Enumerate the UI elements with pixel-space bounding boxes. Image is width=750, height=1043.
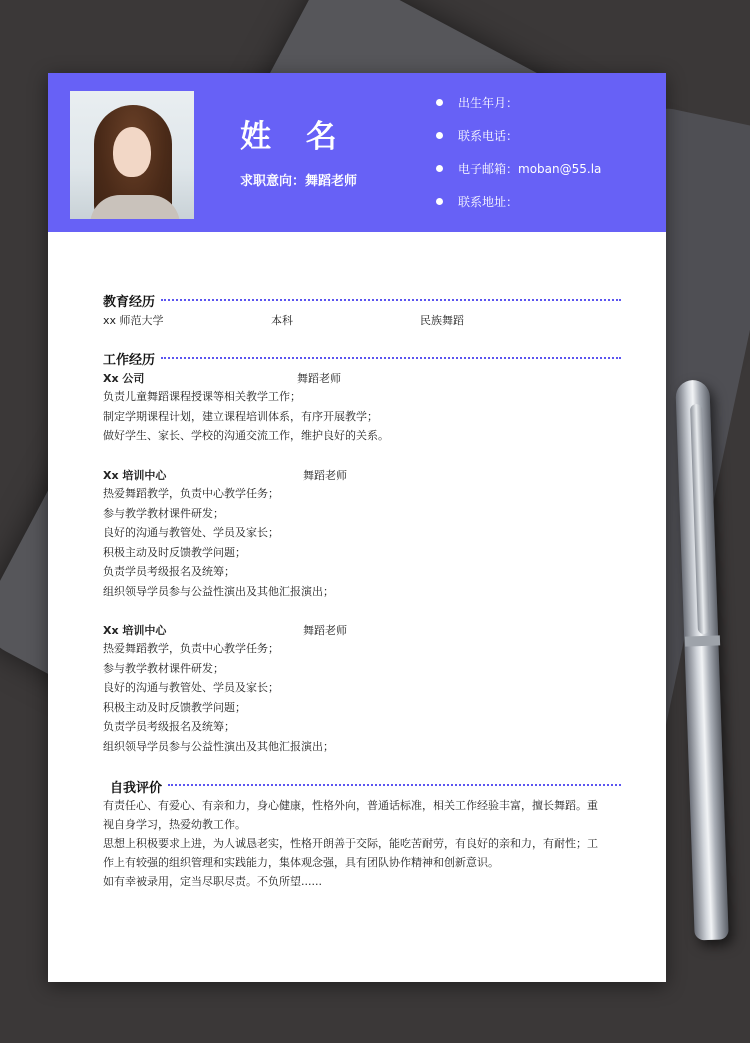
duty-item: 组织领导学员参与公益性演出及其他汇报演出； (103, 739, 334, 753)
job-company: Xx 培训中心 (103, 624, 167, 637)
contact-label: 联系电话： (458, 129, 519, 143)
self-line: 有责任心、有爱心、有亲和力，身心健康，性格外向，普通话标准，相关工作经验丰富，擅长舞蹈。重 (103, 799, 598, 812)
resume-page (48, 73, 666, 982)
pen-band (685, 635, 720, 646)
contact-email (436, 161, 601, 194)
photo-face (113, 127, 151, 177)
job-duties (103, 387, 389, 446)
section-divider (168, 784, 621, 786)
education-degree: 本科 (271, 314, 293, 327)
section-title-education: 教育经历 (103, 295, 156, 310)
duty-item: 参与教学教材课件研发； (103, 661, 224, 675)
duty-item: 热爱舞蹈教学，负责中心教学任务； (103, 642, 279, 655)
self-line: 如有幸被录用，定当尽职尽责。不负所望...... (103, 875, 322, 888)
duty-item: 负责儿童舞蹈课程授课等相关教学工作； (103, 390, 301, 403)
job-company: Xx 培训中心 (103, 469, 167, 482)
contact-list (436, 95, 601, 227)
job-role: 舞蹈老师 (303, 624, 347, 637)
resume-header (48, 73, 666, 232)
duty-item: 参与教学教材课件研发； (103, 506, 224, 520)
duty-item: 负责学员考级报名及统筹； (103, 720, 235, 733)
duty-item: 积极主动及时反馈教学问题； (103, 545, 246, 559)
job-company: Xx 公司 (103, 372, 145, 385)
self-evaluation (103, 796, 623, 891)
duty-item: 热爱舞蹈教学，负责中心教学任务； (103, 487, 279, 500)
self-line: 思想上积极要求上进，为人诚恳老实，性格开朗善于交际，能吃苦耐劳，有良好的亲和力，有耐性；工 (103, 837, 598, 850)
duty-item: 良好的沟通与教管处、学员及家长； (103, 681, 279, 694)
job-duties (103, 484, 334, 601)
self-line: 作上有较强的组织管理和实践能力，集体观念强，具有团队协作精神和创新意识。 (103, 856, 499, 869)
contact-birth (436, 95, 601, 128)
education-school: xx 师范大学 (103, 314, 164, 327)
contact-label: 出生年月： (458, 96, 519, 110)
duty-item: 积极主动及时反馈教学问题； (103, 700, 246, 714)
duty-item: 组织领导学员参与公益性演出及其他汇报演出； (103, 584, 334, 598)
job-intent: 求职意向：舞蹈老师 (240, 174, 358, 189)
bullet-icon (436, 165, 443, 172)
bullet-icon (436, 198, 443, 205)
education-major: 民族舞蹈 (420, 314, 464, 327)
duty-item: 良好的沟通与教管处、学员及家长； (103, 526, 279, 539)
job-role: 舞蹈老师 (297, 372, 341, 385)
contact-phone (436, 128, 601, 161)
duty-item: 负责学员考级报名及统筹； (103, 565, 235, 578)
duty-item: 做好学生、家长、学校的沟通交流工作，维护良好的关系。 (103, 429, 389, 442)
section-divider (161, 357, 621, 359)
section-title-work: 工作经历 (103, 353, 156, 368)
contact-address (436, 194, 601, 227)
section-title-self: 自我评价 (110, 781, 163, 796)
candidate-name: 姓 名 (240, 119, 349, 155)
contact-label: 电子邮箱：moban@55.la (458, 162, 602, 176)
contact-label: 联系地址： (458, 195, 519, 209)
bullet-icon (436, 132, 443, 139)
self-line: 视自身学习，热爱幼教工作。 (103, 818, 246, 831)
bullet-icon (436, 99, 443, 106)
section-divider (161, 299, 621, 301)
job-role: 舞蹈老师 (303, 469, 347, 482)
job-duties (103, 639, 334, 756)
duty-item: 制定学期课程计划，建立课程培训体系，有序开展教学； (103, 409, 378, 423)
profile-photo (70, 91, 194, 219)
